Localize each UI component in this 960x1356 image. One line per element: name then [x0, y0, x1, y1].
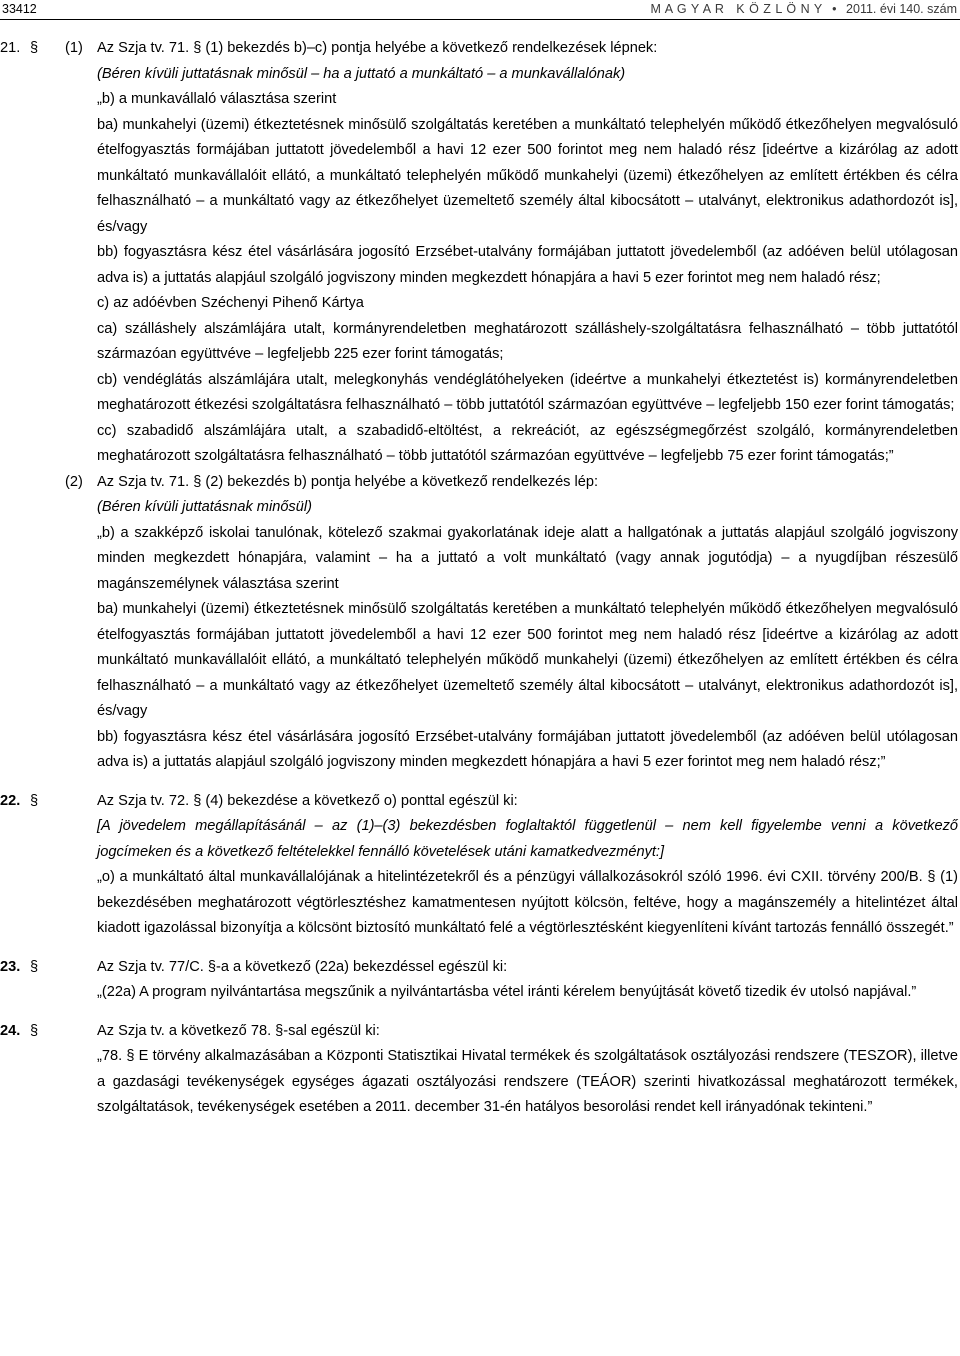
page-header: [0, 0, 960, 20]
paragraph-label: (2): [65, 473, 83, 490]
section-sign: §: [30, 1022, 39, 1039]
section-gap: [0, 942, 958, 955]
point-bb: bb) fogyasztásra kész étel vásárlására jogosító Erzsébet-utalvány formájában juttatott jövedelemből (az adóéven belül utólagosan adva is) a juttatás alapjául szolgáló jogviszony minden megkezdett hónapjára a havi 5 ezer forintot meg nem haladó rész;: [97, 244, 958, 286]
section-gap: [0, 776, 958, 789]
point-ca: ca) szálláshely alszámlájára utalt, kormányrendeletben meghatározott szálláshely-szolgáltatásra felhasználható – több juttatótól származóan együttvéve – legfeljebb 225 ezer forint támogatás;: [97, 320, 958, 362]
section-sign: §: [30, 40, 39, 56]
point-bb: bb) fogyasztásra kész étel vásárlására jogosító Erzsébet-utalvány formájában juttatott jövedelemből (az adóéven belül utólagosan adva is) a juttatás alapjául szolgáló jogviszony minden megkezdett hónapjára a havi 5 ezer forintot meg nem haladó rész;”: [97, 728, 958, 770]
point-cc: cc) szabadidő alszámlájára utalt, a szabadidő-eltöltést, a rekreációt, az egészségmegőrzést szolgáló, kormányrendeletben meghatározott szolgáltatásra felhasználható – több juttatótól származóan együttvéve – legfeljebb 75 ezer forint támogatás;”: [97, 422, 958, 464]
header-rule: [0, 19, 960, 20]
point-cb: cb) vendéglátás alszámlájára utalt, melegkonyhás vendéglátóhelyeken (ideértve a munkahelyi étkeztetést is) kormányrendeletben meghatározott étkezési szolgáltatásra felhasználható – több juttatótól származóan együttvéve – legfeljebb 150 ezer forint támogatás;: [97, 371, 958, 413]
amendment-intro: Az Szja tv. 72. § (4) bekezdése a következő o) ponttal egészül ki:: [97, 792, 518, 809]
journal-name: M A G Y A R K Ö Z L Ö N Y: [650, 2, 823, 16]
point-b: „b) a szakképző iskolai tanulónak, kötelező szakmai gyakorlatának ideje alatt a hallgatónak a juttatás alapjául szolgáló jogviszony minden megkezdett hónapjára, valamint – ha a juttató a volt munkáltató (vagy annak jogutódja) – a nyugdíjban részesülő magánszemélynek választása szerint: [97, 524, 958, 592]
italic-context: (Béren kívüli juttatásnak minősül – ha a juttató a munkáltató – a munkavállalónak): [97, 65, 626, 82]
amendment-intro: Az Szja tv. a következő 78. §-sal egészül ki:: [97, 1022, 380, 1039]
section-number: 24.: [0, 1022, 21, 1039]
paragraph-label: (1): [65, 40, 83, 56]
section-gap: [0, 1006, 958, 1019]
section-24: [0, 1019, 958, 1045]
bullet-separator: •: [832, 2, 837, 16]
section-22: [0, 789, 958, 815]
section-sign: §: [30, 958, 39, 975]
point-b: „b) a munkavállaló választása szerint: [97, 91, 337, 107]
amendment-intro: Az Szja tv. 71. § (2) bekezdés b) pontja helyébe a következő rendelkezés lép:: [97, 473, 599, 490]
section-78: „78. § E törvény alkalmazásában a Központi Statisztikai Hivatal termékek és szolgáltatások osztályozási rendszere (TESZOR), illetve a gazdasági tevékenységek egységes ágazati osztályozási rendszere (TEÁOR) szerinti hivatkozással meghatározott termékek, szolgáltatások, tevékenységek esetében a 2011. december 31-én hatályos besorolási rendet kell irányadónak tekinteni.”: [97, 1048, 958, 1115]
paragraph-22a: „(22a) A program nyilvántartása megszűnik a nyilvántartásba vétel iránti kérelem benyújtását követő tizedik év utolsó napjával.”: [97, 984, 917, 1000]
section-number: 21.: [0, 40, 21, 56]
paragraph-2: [0, 470, 958, 496]
section-21: [0, 36, 958, 62]
document-body: [0, 36, 958, 1121]
amendment-intro: Az Szja tv. 71. § (1) bekezdés b)–c) pontja helyébe a következő rendelkezések lépnek:: [97, 40, 658, 56]
italic-context: [A jövedelem megállapításánál – az (1)–(3) bekezdésben foglaltaktól függetlenül – nem kell figyelembe venni a következő jogcímeken és a következő feltételekkel fennálló követelések utáni kamatkedvezményt:]: [97, 818, 958, 860]
section-23: [0, 955, 958, 981]
italic-context: (Béren kívüli juttatásnak minősül): [97, 499, 312, 515]
page-number: 33412: [2, 2, 37, 16]
point-ba: ba) munkahelyi (üzemi) étkeztetésnek minősülő szolgáltatás keretében a munkáltató telephelyén működő étkezőhelyen megvalósuló ételfogyasztás formájában juttatott jövedelemből a havi 12 ezer 500 forintot meg nem haladó rész [ideértve a kizárólag az adott munkáltató munkavállalóit ellátó, a munkáltató telephelyén működő munkahelyi (üzemi) étkezőhelyen az említett értékben és célra felhasználható – a munkáltató vagy az étkezőhelyet üzemeltető személy által kibocsátott – utalványt, elektronikus adathordozót is], és/vagy: [97, 116, 958, 235]
point-c: c) az adóévben Széchenyi Pihenő Kártya: [97, 295, 364, 311]
section-number: 23.: [0, 958, 21, 975]
journal-title: [651, 1, 957, 17]
amendment-intro: Az Szja tv. 77/C. §-a a következő (22a) bekezdéssel egészül ki:: [97, 958, 508, 975]
section-number: 22.: [0, 792, 21, 809]
issue-label: 2011. évi 140. szám: [846, 2, 957, 16]
point-o: „o) a munkáltató által munkavállalójának a hitelintézetekről és a pénzügyi vállalkozásokról szóló 1996. évi CXII. törvény 200/B. § (1) bekezdésében meghatározott végtörlesztéshez kamatmentesen nyújtott kölcsön, feltéve, hogy a magánszemély a hitelintézet által kiadott igazolással bizonyítja a kölcsönt biztosító munkáltató felé a végtörlesztésként kiegyenlíteni kívánt tartozás fennálló összegét.”: [97, 869, 958, 936]
point-ba: ba) munkahelyi (üzemi) étkeztetésnek minősülő szolgáltatás keretében a munkáltató telephelyén működő étkezőhelyen megvalósuló ételfogyasztás formájában juttatott jövedelemből a havi 12 ezer 500 forintot meg nem haladó rész [ideértve a kizárólag az adott munkáltató munkavállalóit ellátó, a munkáltató telephelyén működő munkahelyi (üzemi) étkezőhelyen az említett értékben és célra felhasználható – a munkáltató vagy az étkezőhelyet üzemeltető személy által kibocsátott – utalványt, elektronikus adathordozót is], és/vagy: [97, 601, 958, 719]
section-sign: §: [30, 792, 39, 809]
